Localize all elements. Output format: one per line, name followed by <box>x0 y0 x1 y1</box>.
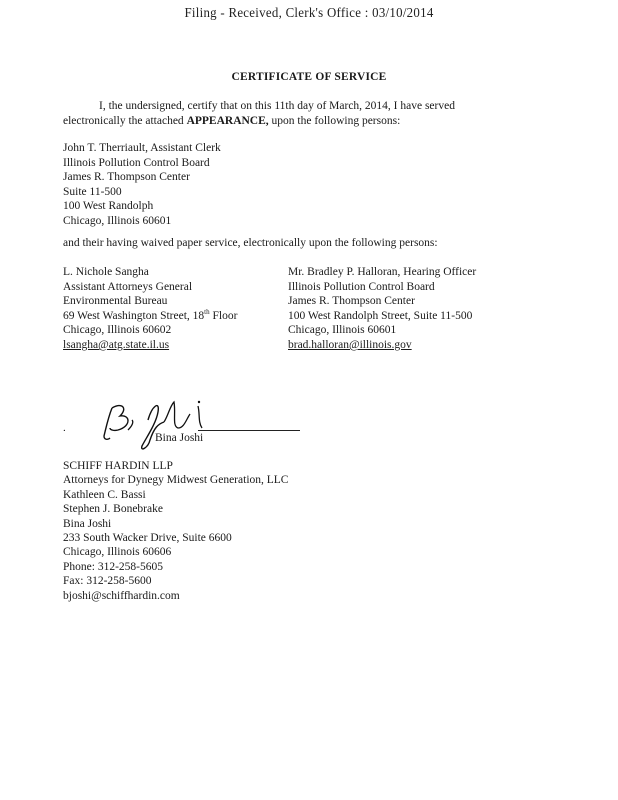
right-recipient-block <box>288 265 476 353</box>
intro-line-1: I, the undersigned, certify that on this 11th day of March, 2014, I have served <box>99 100 455 112</box>
signer-name: Bina Joshi <box>155 432 204 444</box>
right-recipient-org: Illinois Pollution Control Board <box>288 280 435 293</box>
primary-recipient-line: Illinois Pollution Control Board <box>63 156 210 169</box>
left-recipient-block <box>63 265 237 353</box>
left-recipient-city: Chicago, Illinois 60602 <box>63 324 172 337</box>
primary-recipient-line: Suite 11-500 <box>63 185 122 198</box>
right-recipient-city: Chicago, Illinois 60601 <box>288 324 397 337</box>
right-recipient-email-link[interactable]: brad.halloran@illinois.gov <box>288 338 412 351</box>
firm-line: Stephen J. Bonebrake <box>63 503 163 516</box>
left-recipient-title: Assistant Attorneys General <box>63 280 193 293</box>
left-recipient-office: Environmental Bureau <box>63 295 168 308</box>
signature-dot: . <box>63 422 66 434</box>
left-recipient-street: 69 West Washington Street, 18th Floor <box>63 307 238 322</box>
firm-line: Chicago, Illinois 60606 <box>63 546 172 559</box>
primary-recipient-block <box>63 141 221 229</box>
right-recipient-name: Mr. Bradley P. Halloran, Hearing Officer <box>288 266 477 278</box>
firm-email: bjoshi@schiffhardin.com <box>63 589 180 602</box>
intro-line-2-pre: electronically the attached <box>63 115 187 127</box>
intro-line-2-post: upon the following persons: <box>268 115 401 127</box>
primary-recipient-line: Chicago, Illinois 60601 <box>63 214 172 227</box>
firm-line: Attorneys for Dynegy Midwest Generation, LLC <box>63 474 289 487</box>
signature-line <box>198 430 300 431</box>
left-recipient-name: L. Nichole Sangha <box>63 266 149 278</box>
firm-line: SCHIFF HARDIN LLP <box>63 460 173 472</box>
appearance-bold: APPEARANCE, <box>186 115 269 127</box>
document-title: CERTIFICATE OF SERVICE <box>231 71 387 83</box>
firm-line: Phone: 312-258-5605 <box>63 560 163 573</box>
firm-line: Fax: 312-258-5600 <box>63 575 152 588</box>
firm-line: Kathleen C. Bassi <box>63 488 146 501</box>
filing-stamp: Filing - Received, Clerk's Office : 03/10/2014 <box>184 6 434 21</box>
intro-paragraph <box>63 99 483 129</box>
primary-recipient-line: John T. Therriault, Assistant Clerk <box>63 142 221 154</box>
right-recipient-building: James R. Thompson Center <box>288 295 415 308</box>
right-recipient-street: 100 West Randolph Street, Suite 11-500 <box>288 309 473 322</box>
primary-recipient-line: James R. Thompson Center <box>63 171 190 184</box>
waived-service-line: and their having waived paper service, electronically upon the following persons: <box>63 237 438 249</box>
firm-block <box>63 459 288 603</box>
left-recipient-email-link[interactable]: lsangha@atg.state.il.us <box>63 338 170 351</box>
primary-recipient-line: 100 West Randolph <box>63 200 154 213</box>
firm-line: 233 South Wacker Drive, Suite 6600 <box>63 532 232 545</box>
firm-line: Bina Joshi <box>63 517 112 530</box>
